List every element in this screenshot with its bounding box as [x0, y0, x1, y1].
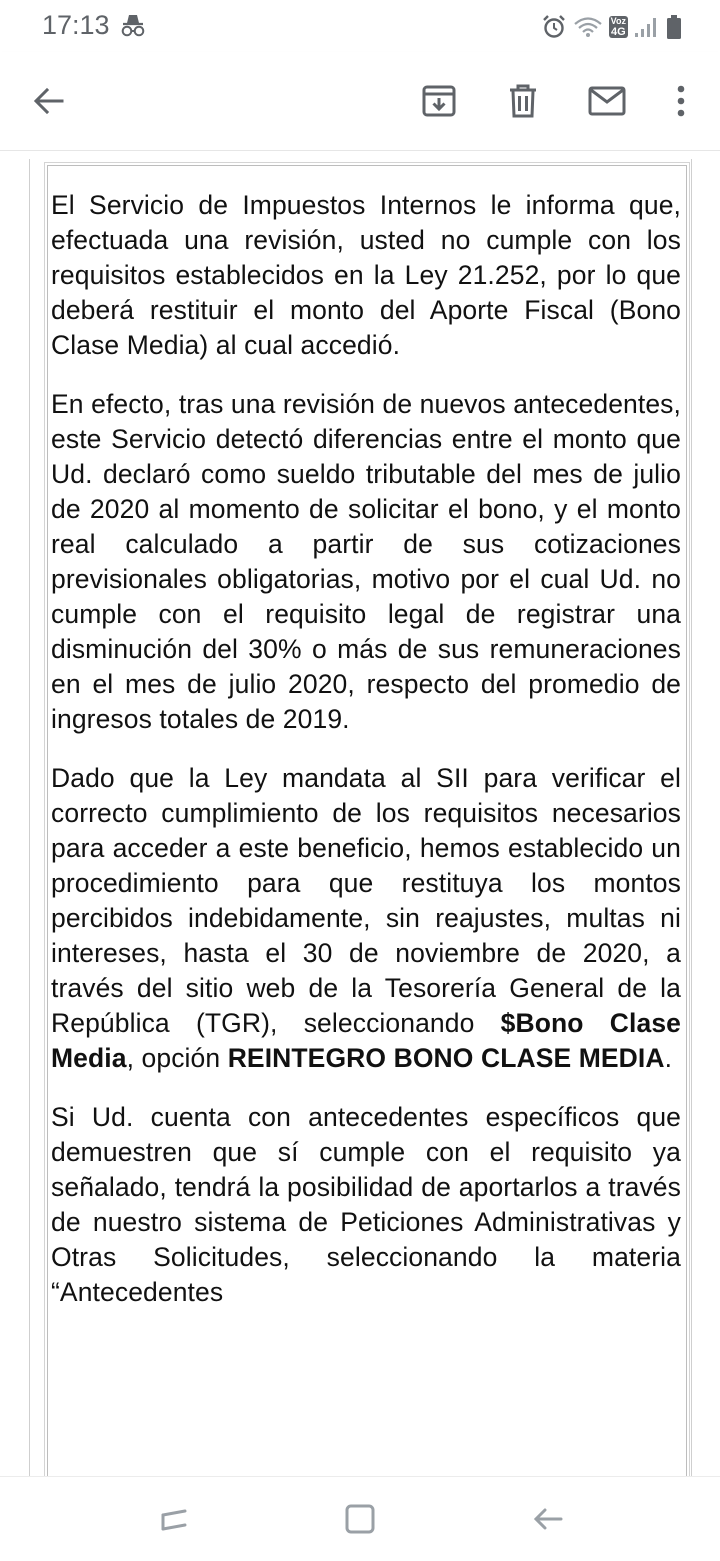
back-button[interactable] — [24, 76, 74, 126]
bono-clase-media-label: $Bono Clase Media — [51, 1008, 681, 1073]
system-nav-bar — [0, 1476, 720, 1561]
status-bar — [0, 0, 720, 52]
recent-apps-icon — [157, 1502, 191, 1536]
incognito-icon — [118, 12, 148, 38]
status-icons — [541, 12, 682, 42]
volte-icon — [609, 16, 628, 38]
alarm-icon — [541, 14, 567, 40]
reintegro-option-label: REINTEGRO BONO CLASE MEDIA — [227, 1043, 665, 1073]
email-content[interactable] — [0, 151, 720, 1476]
home-button[interactable] — [340, 1499, 380, 1539]
paragraph-1: El Servicio de Impuestos Internos le informa que, efectuada una revisión, usted no cumple con los requisitos establecidos en la Ley 21.252, por lo que deberá restituir el monto del Aporte Fiscal (Bono Clase Media) al cual accedió. — [51, 190, 681, 360]
volte-label-top: Voz — [610, 16, 626, 26]
home-square-icon — [343, 1502, 377, 1536]
more-options-button[interactable] — [656, 76, 706, 126]
archive-icon — [421, 83, 457, 119]
status-time: 17:13 — [42, 10, 110, 40]
arrow-left-icon — [32, 84, 66, 118]
battery-icon — [666, 14, 682, 40]
mark-unread-button[interactable] — [582, 76, 632, 126]
back-chevron-icon — [531, 1502, 565, 1536]
system-back-button[interactable] — [528, 1499, 568, 1539]
email-body — [51, 188, 681, 1334]
more-vertical-icon — [675, 84, 687, 118]
paragraph-3-mid: , opción — [126, 1043, 228, 1073]
wifi-icon — [573, 14, 603, 40]
trash-icon — [506, 83, 540, 119]
paragraph-4: Si Ud. cuenta con antecedentes específicos que demuestren que sí cumple con el requisito ya señalado, tendrá la posibilidad de aportarlos a través de nuestro sistema de Peticiones Administrativas y Otras Solicitudes, seleccionando la materia “Antecedentes — [51, 1102, 681, 1307]
paragraph-3-end: . — [664, 1043, 673, 1073]
recent-apps-button[interactable] — [154, 1499, 194, 1539]
email-toolbar — [0, 52, 720, 151]
delete-button[interactable] — [498, 76, 548, 126]
mail-icon — [587, 85, 627, 117]
signal-icon — [634, 15, 660, 39]
archive-button[interactable] — [414, 76, 464, 126]
paragraph-3 — [51, 761, 681, 1076]
paragraph-3-text: Dado que la Ley mandata al SII para verificar el correcto cumplimiento de los requisitos necesarios para acceder a este beneficio, hemos establecido un procedimiento para que restituya los montos percibidos indebidamente, sin reajustes, multas ni intereses, hasta el 30 de noviembre de 2020, a través del sitio web de la Tesorería General de la República (TGR), seleccionando — [51, 763, 681, 1038]
paragraph-2: En efecto, tras una revisión de nuevos antecedentes, este Servicio detectó diferencias entre el monto que Ud. declaró como sueldo tributable del mes de julio de 2020 al momento de solicitar el bono, y el monto real calculado a partir de sus cotizaciones previsionales obligatorias, motivo por el cual Ud. no cumple con el requisito legal de registrar una disminución del 30% o más de sus remuneraciones en el mes de julio 2020, respecto del promedio de ingresos totales de 2019. — [51, 389, 681, 734]
volte-label-bottom: 4G — [610, 26, 626, 38]
